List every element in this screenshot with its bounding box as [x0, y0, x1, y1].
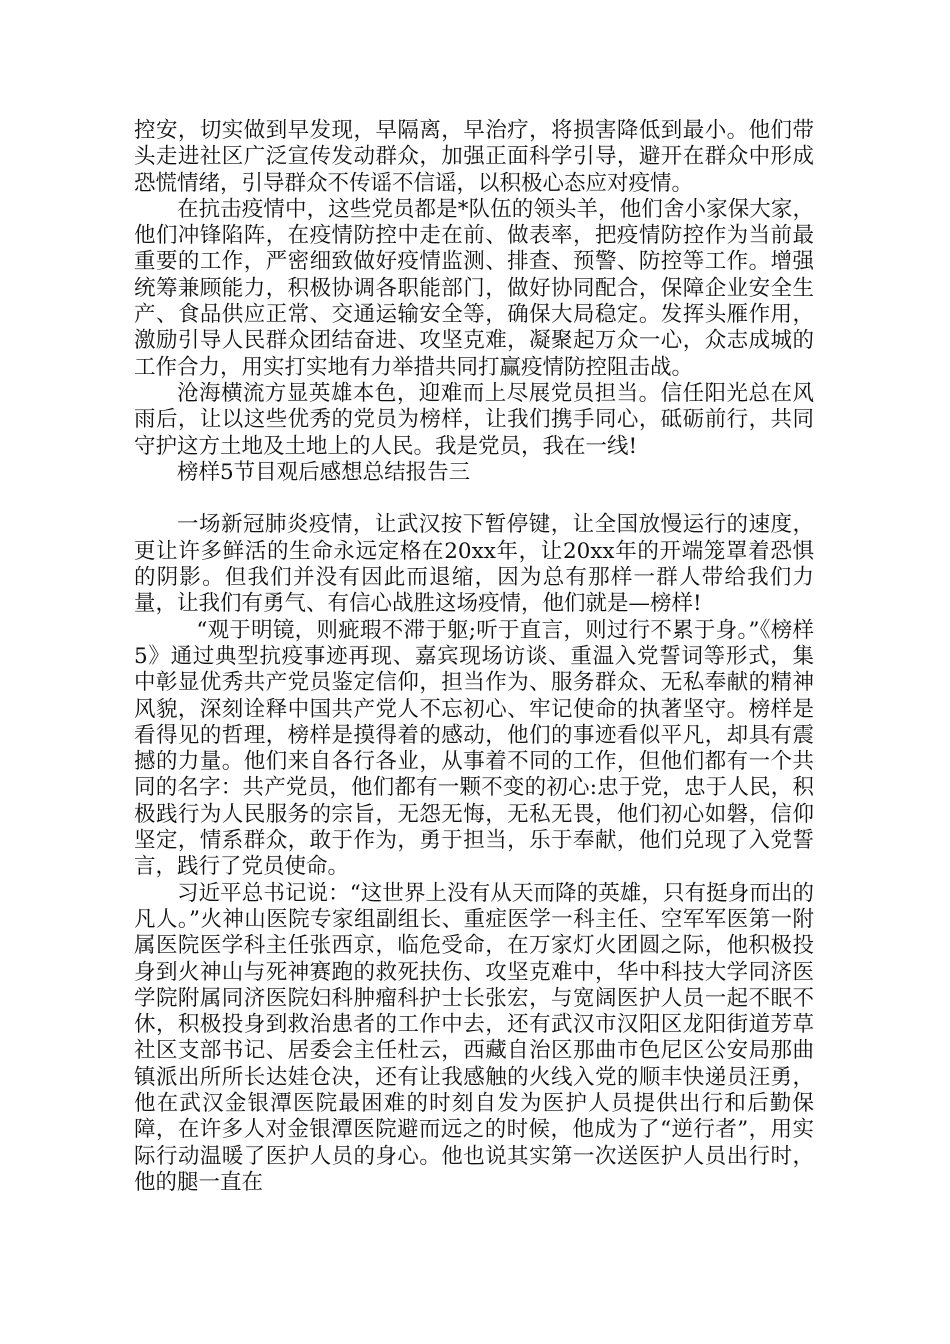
paragraph-1: 控安，切实做到早发现，早隔离，早治疗，将损害降低到最小。他们带头走进社区广泛宣传发动群众，加强正面科学引导，避开在群众中形成恐慌情绪，引导群众不传谣不信谣，以积极心态应对疫情。 [134, 118, 814, 196]
paragraph-6: 习近平总书记说：“这世界上没有从天而降的英雄，只有挺身而出的凡人。”火神山医院专家组副组长、重症医学一科主任、空军军医第一附属医院医学科主任张西京，临危受命，在万家灯火团圆之际，他积极投身到火神山与死神赛跑的救死扶伤、攻坚克难中，华中科技大学同济医学院附属同济医院妇科肿瘤科护士长张宏，与宽阔医护人员一起不眠不休，积极投身到救治患者的工作中去，还有武汉市汉阳区龙阳街道芳草社区支部书记、居委会主任杜云，西藏自治区那曲市色尼区公安局那曲镇派出所所长达娃仓决，还有让我感触的火线入党的顺丰快递员汪勇，他在武汉金银潭医院最困难的时刻自发为医护人员提供出行和后勤保障，在许多人对金银潭医院避而远之的时候，他成为了“逆行者”，用实际行动温暖了医护人员的身心。他也说其实第一次送医护人员出行时，他的腿一直在 [134, 880, 814, 1195]
paragraph-5: “观于明镜，则疵瑕不滞于躯;听于直言，则过行不累于身。”《榜样5》通过典型抗疫事迹再现、嘉宾现场访谈、重温入党誓词等形式，集中彰显优秀共产党员鉴定信仰，担当作为、服务群众、无私奉献的精神风貌，深刻诠释中国共产党人不忘初心、牢记使命的执著坚守。榜样是看得见的哲理，榜样是摸得着的感动，他们的事迹看似平凡，却具有震撼的力量。他们来自各行各业，从事着不同的工作，但他们都有一个共同的名字：共产党员，他们都有一颗不变的初心:忠于党，忠于人民，积极践行为人民服务的宗旨，无怨无悔，无私无畏，他们初心如磐，信仰坚定，情系群众，敢于作为，勇于担当，乐于奉献，他们兑现了入党誓言，践行了党员使命。 [134, 617, 814, 880]
paragraph-4: 一场新冠肺炎疫情，让武汉按下暂停键，让全国放慢运行的速度，更让许多鲜活的生命永远定格在20xx年，让20xx年的开端笼罩着恐惧的阴影。但我们并没有因此而退缩，因为总有那样一群人带给我们力量，让我们有勇气、有信心战胜这场疫情，他们就是—榜样! [134, 512, 814, 617]
paragraph-2: 在抗击疫情中，这些党员都是*队伍的领头羊，他们舍小家保大家，他们冲锋陷阵，在疫情防控中走在前、做表率，把疫情防控作为当前最重要的工作，严密细致做好疫情监测、排查、预警、防控等工作。增强统筹兼顾能力，积极协调各职能部门，做好协同配合，保障企业安全生产、食品供应正常、交通运输安全等，确保大局稳定。发挥头雁作用，激励引导人民群众团结奋进、攻坚克难，凝聚起万众一心，众志成城的工作合力，用实打实地有力举措共同打赢疫情防控阻击战。 [134, 196, 814, 380]
blank-line [134, 486, 814, 512]
document-body [134, 118, 814, 1196]
paragraph-3: 沧海横流方显英雄本色，迎难而上尽展党员担当。信任阳光总在风雨后，让以这些优秀的党员为榜样，让我们携手同心，砥砺前行，共同守护这方土地及土地上的人民。我是党员，我在一线! [134, 380, 814, 459]
section-heading: 榜样5节目观后感想总结报告三 [177, 459, 471, 485]
